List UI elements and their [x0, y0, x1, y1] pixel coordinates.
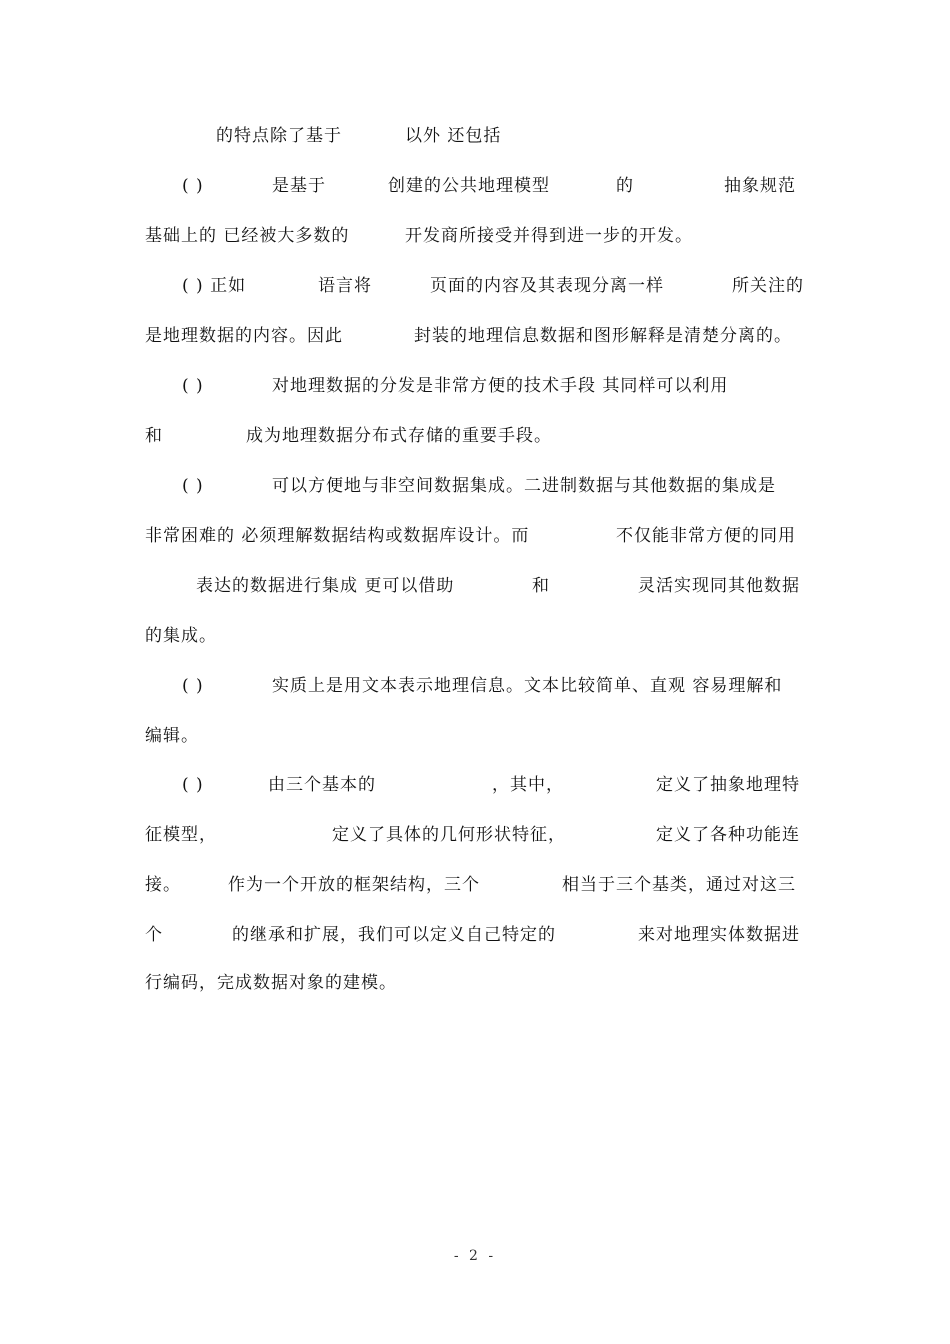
paren-marker: ( )	[182, 476, 204, 496]
text-line: 征模型，	[145, 825, 217, 845]
paren-marker: ( )	[182, 676, 204, 696]
text-line: 接。	[145, 875, 181, 895]
text-line: 灵活实现同其他数据	[638, 576, 800, 596]
text-line: 编辑。	[145, 726, 199, 746]
text-line: 行编码，完成数据对象的建模。	[145, 973, 397, 993]
text-line: ，其中，	[492, 775, 564, 795]
page-number: - 2 -	[453, 1248, 497, 1264]
text-line: 可以方便地与非空间数据集成。二进制数据与其他数据的集成是	[272, 476, 776, 496]
text-line: 来对地理实体数据进	[638, 925, 800, 945]
text-line: 的继承和扩展，我们可以定义自己特定的	[232, 925, 556, 945]
paren-marker: ( )	[182, 376, 204, 396]
text-line: 开发商所接受并得到进一步的开发。	[405, 226, 693, 246]
text-line: 定义了具体的几何形状特征，	[332, 825, 566, 845]
text-line: 封装的地理信息数据和图形解释是清楚分离的。	[414, 326, 792, 346]
paren-marker: ( ) 正如	[182, 276, 247, 296]
text-line: 实质上是用文本表示地理信息。文本比较简单、直观 容易理解和	[272, 676, 783, 696]
paren-marker: ( )	[182, 775, 204, 795]
text-line: 定义了抽象地理特	[656, 775, 800, 795]
text-line: 非常困难的 必须理解数据结构或数据库设计。而	[145, 526, 530, 546]
text-line: 创建的公共地理模型	[388, 176, 550, 196]
text-line: 语言将	[318, 276, 372, 296]
text-line: 表达的数据进行集成 更可以借助	[196, 576, 455, 596]
text-line: 不仅能非常方便的同用	[616, 526, 796, 546]
text-line: 是基于	[272, 176, 326, 196]
text-line: 相当于三个基类，通过对这三	[562, 875, 796, 895]
paren-marker: ( )	[182, 176, 204, 196]
text-line: 的	[616, 176, 634, 196]
text-line: 定义了各种功能连	[656, 825, 800, 845]
text-line: 由三个基本的	[268, 775, 376, 795]
text-line: 页面的内容及其表现分离一样	[430, 276, 664, 296]
text-line: 和	[532, 576, 550, 596]
text-line: 的特点除了基于	[216, 126, 342, 146]
text-line: 所关注的	[732, 276, 804, 296]
text-line: 和	[145, 426, 163, 446]
text-line: 抽象规范	[724, 176, 796, 196]
text-line: 的集成。	[145, 626, 217, 646]
text-line: 基础上的 已经被大多数的	[145, 226, 350, 246]
text-line: 作为一个开放的框架结构，三个	[228, 875, 480, 895]
text-line: 成为地理数据分布式存储的重要手段。	[246, 426, 552, 446]
text-line: 个	[145, 925, 163, 945]
text-line: 是地理数据的内容。因此	[145, 326, 343, 346]
text-line: 以外 还包括	[405, 126, 502, 146]
text-line: 对地理数据的分发是非常方便的技术手段 其同样可以利用	[272, 376, 729, 396]
